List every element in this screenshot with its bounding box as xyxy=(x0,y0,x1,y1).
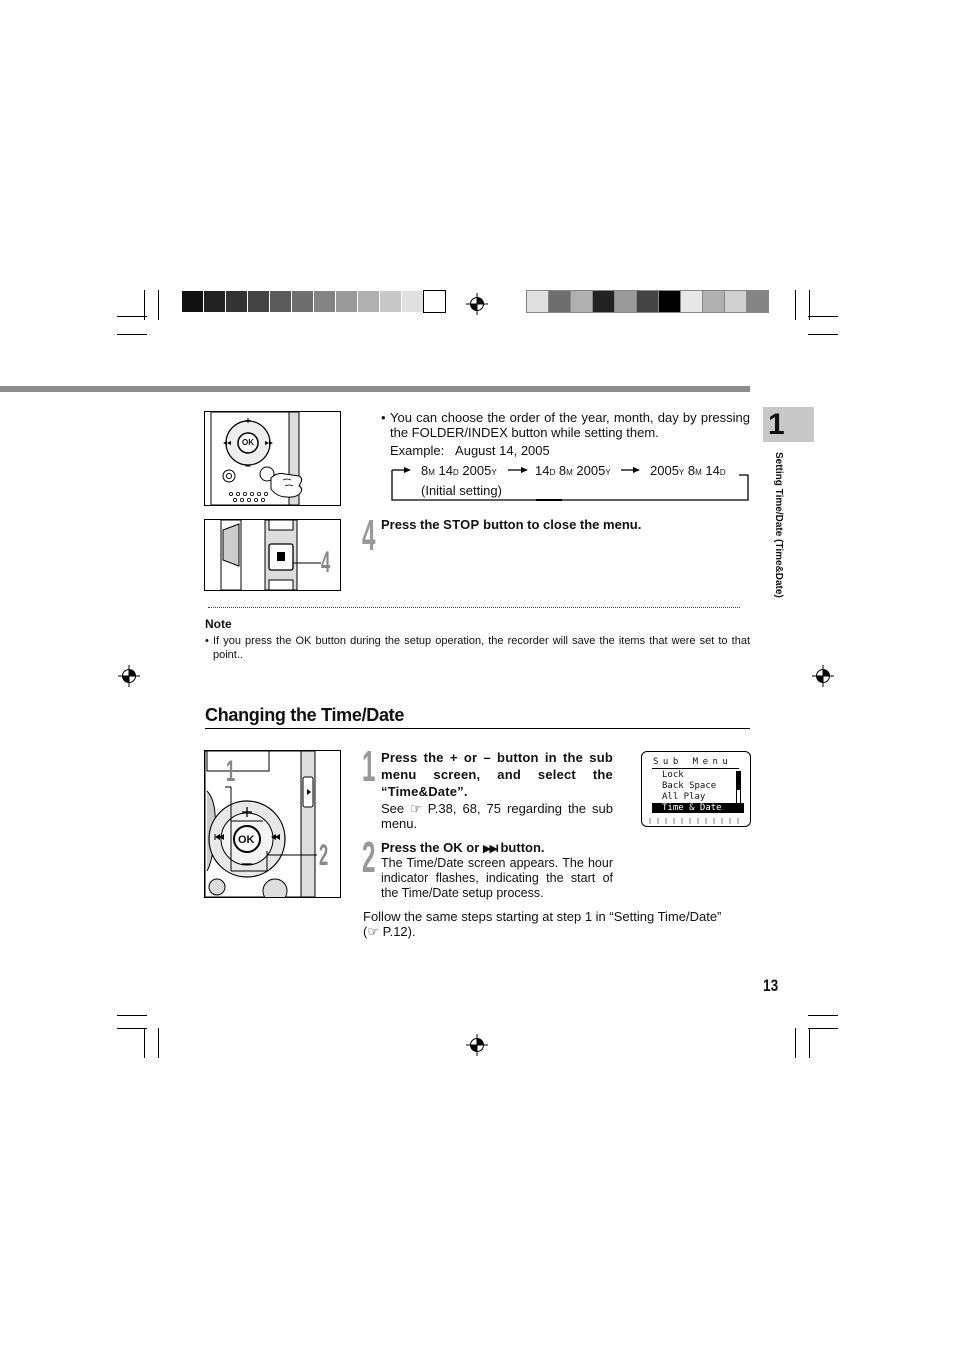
crop-mark xyxy=(808,334,838,335)
crop-mark xyxy=(158,1028,159,1058)
lcd-tick-row xyxy=(642,816,750,827)
chapter-number: 1 xyxy=(768,408,785,441)
order-option-mdy: 8M 14D 2005Y xyxy=(421,463,497,478)
lcd-sub-menu-screen xyxy=(641,751,751,827)
crop-mark xyxy=(117,316,147,317)
color-swatch xyxy=(402,291,423,312)
color-swatch xyxy=(637,291,658,312)
color-swatch xyxy=(725,291,746,312)
color-swatch xyxy=(204,291,225,312)
color-swatch xyxy=(314,291,335,312)
note-separator xyxy=(208,607,740,608)
color-swatch xyxy=(336,291,357,312)
figure-recorder-ok-button xyxy=(204,750,341,898)
crop-mark xyxy=(117,334,147,335)
color-swatch xyxy=(681,291,702,312)
lcd-title: Sub Menu xyxy=(653,757,733,767)
order-sequence-diagram xyxy=(390,458,752,504)
crop-mark xyxy=(808,1028,838,1029)
step-2-instruction: Press the OK or ▶▶I button. xyxy=(381,840,545,855)
figure-callout-1: 1 xyxy=(226,755,236,788)
crop-mark xyxy=(809,1028,810,1058)
example-line: Example: August 14, 2005 xyxy=(390,443,550,458)
header-rule xyxy=(0,386,750,392)
section-rule xyxy=(205,728,750,729)
crop-mark xyxy=(117,1015,147,1016)
lcd-item-lock: Lock xyxy=(662,770,684,780)
initial-setting-label: (Initial setting) xyxy=(421,483,502,498)
note-text: • If you press the OK button during the setup operation, the recorder will save the items that were set to that point.. xyxy=(205,635,750,661)
color-swatch xyxy=(182,291,203,312)
color-swatch xyxy=(549,291,570,312)
lcd-item-all-play: All Play xyxy=(662,792,706,802)
registration-mark-icon xyxy=(466,1034,488,1056)
note-title: Note xyxy=(205,617,232,631)
color-swatch xyxy=(571,291,592,312)
crop-mark xyxy=(117,1028,147,1029)
step-1-reference: See ☞ P.38, 68, 75 regarding the sub menu. xyxy=(381,801,613,831)
ok-key-label: OK xyxy=(443,840,463,855)
color-swatch xyxy=(270,291,291,312)
lcd-title-underline xyxy=(652,768,739,769)
bullet-order-text: • You can choose the order of the year, month, day by pressing the FOLDER/INDEX button while setting them. xyxy=(381,410,750,440)
color-swatch xyxy=(226,291,247,312)
chapter-side-title: Setting Time/Date (Time&Date) xyxy=(773,452,784,598)
figure-callout-4: 4 xyxy=(321,546,331,579)
section-title: Changing the Time/Date xyxy=(205,705,405,725)
lcd-item-time-date-selected: Time & Date xyxy=(652,803,744,813)
color-swatch xyxy=(659,291,680,312)
color-swatch xyxy=(292,291,313,312)
step-4-instruction: Press the STOP button to close the menu. xyxy=(381,517,642,532)
step-number-4: 4 xyxy=(362,511,376,560)
color-swatch xyxy=(380,291,401,312)
crop-mark xyxy=(795,1028,796,1058)
registration-mark-icon xyxy=(466,293,488,315)
figure-callout-2: 2 xyxy=(319,839,329,872)
color-swatch xyxy=(615,291,636,312)
lcd-scrollbar-thumb xyxy=(737,772,740,790)
crop-mark xyxy=(795,290,796,320)
color-swatch xyxy=(248,291,269,312)
registration-mark-icon xyxy=(812,665,834,687)
crop-mark xyxy=(144,1028,145,1058)
figure-recorder-stop-button xyxy=(204,519,341,591)
step-number-2: 2 xyxy=(362,833,376,882)
color-swatch xyxy=(703,291,724,312)
step-2-description: The Time/Date screen appears. The hour indicator flashes, indicating the start of the Time/Date setup process. xyxy=(381,856,613,900)
step-number-1: 1 xyxy=(362,742,376,791)
color-swatch xyxy=(424,291,445,312)
registration-mark-icon xyxy=(118,665,140,687)
color-swatch xyxy=(747,291,768,312)
figure-recorder-folder-button xyxy=(204,411,341,506)
ok-label: OK xyxy=(238,834,255,846)
crop-mark xyxy=(809,290,810,320)
order-option-ymd: 2005Y 8M 14D xyxy=(650,463,726,478)
forward-key-icon: ▶▶I xyxy=(482,843,497,855)
crop-mark xyxy=(144,290,145,320)
stop-key-label: STOP xyxy=(443,517,480,532)
crop-mark xyxy=(808,316,838,317)
crop-mark xyxy=(158,290,159,320)
lcd-item-back-space: Back Space xyxy=(662,781,717,791)
follow-instruction: Follow the same steps starting at step 1 in “Setting Time/Date” (☞ P.12). xyxy=(363,909,722,939)
color-swatch xyxy=(593,291,614,312)
step-1-instruction: Press the + or – button in the sub menu screen, and select the “Time&Date”. xyxy=(381,750,613,799)
color-swatch xyxy=(527,291,548,312)
order-option-dmy: 14D 8M 2005Y xyxy=(535,463,611,478)
ok-label: OK xyxy=(242,438,254,447)
crop-mark xyxy=(808,1015,838,1016)
color-swatch xyxy=(358,291,379,312)
page-number: 13 xyxy=(763,976,779,995)
